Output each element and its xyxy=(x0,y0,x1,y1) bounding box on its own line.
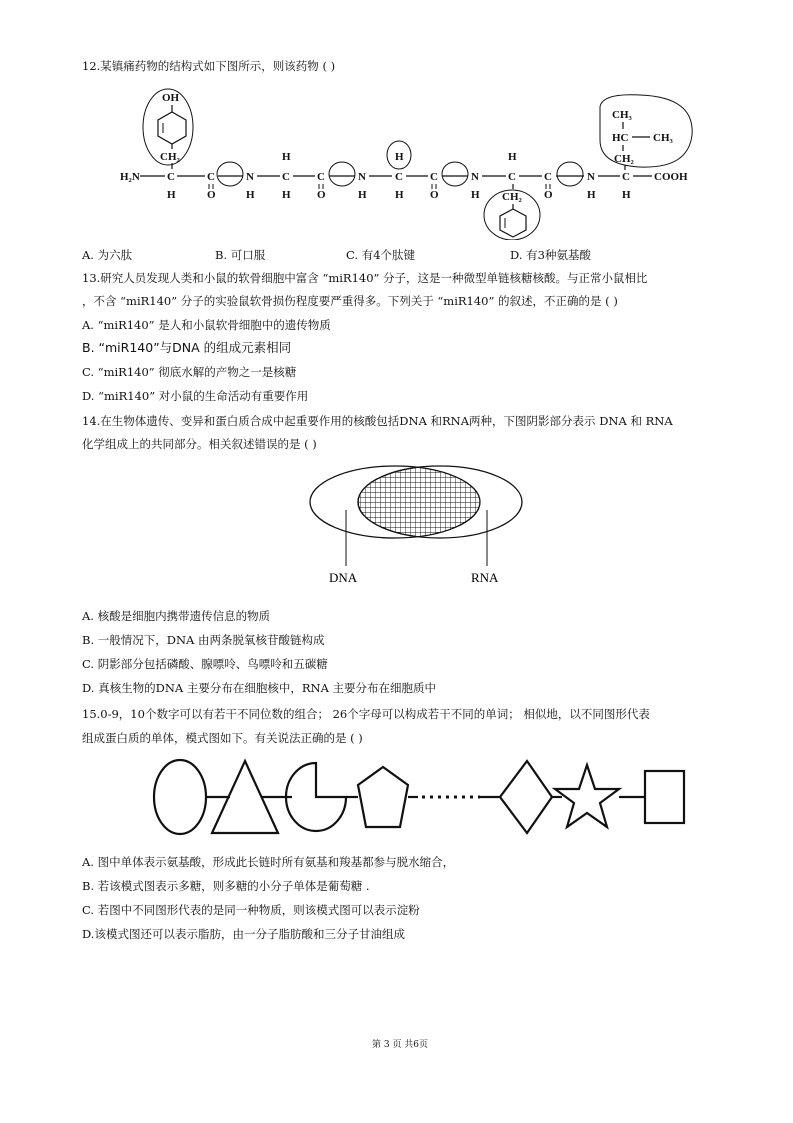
q14-option-c[interactable]: C. 阴影部分包括磷酸、腺嘌呤、鸟嘌呤和五碳糖 xyxy=(82,657,328,671)
chem-h-c3: H xyxy=(282,189,291,201)
chem-h-c9: H xyxy=(622,189,631,201)
chem-cooh: COOH xyxy=(654,171,688,183)
chem-ch3-side: CH₃ xyxy=(653,132,673,144)
q12-stem: 12.某镇痛药物的结构式如下图所示，则该药物 ( ) xyxy=(82,59,336,73)
q13-option-b[interactable]: B. “miR140”与DNA 的组成元素相同 xyxy=(82,340,292,355)
chem-o4: O xyxy=(544,189,553,201)
q15-stem-line1: 15.0-9，10个数字可以有若干不同位数的组合； 26个字母可以构成若干不同的单词； 相似地，以不同图形代表 xyxy=(82,707,650,721)
shape-pacman xyxy=(286,763,346,831)
q14-option-b[interactable]: B. 一般情况下，DNA 由两条脱氧核苷酸链构成 xyxy=(82,633,325,647)
chem-ch2-3: CH₂ xyxy=(614,153,634,165)
q14-venn-diagram xyxy=(300,462,530,592)
chem-h-n2: H xyxy=(358,189,367,201)
q13-option-d[interactable]: D. “miR140” 对小鼠的生命活动有重要作用 xyxy=(82,389,309,403)
q13-option-c[interactable]: C. “miR140” 彻底水解的产物之一是核糖 xyxy=(82,365,297,379)
q15-option-b[interactable]: B. 若该模式图表示多糖，则多糖的小分子单体是葡萄糖 . xyxy=(82,879,370,893)
chem-ch3-top: CH₃ xyxy=(612,109,632,121)
rna-label: RNA xyxy=(471,570,499,585)
shape-pentagon xyxy=(358,767,408,827)
shape-diamond xyxy=(500,761,552,833)
q14-stem-line1: 14.在生物体遗传、变异和蛋白质合成中起重要作用的核酸包括DNA 和RNA两种，下图阴影部分表示 DNA 和 RNA xyxy=(82,414,673,428)
chem-n4: N xyxy=(587,171,595,183)
q13-option-a[interactable]: A. “miR140” 是人和小鼠软骨细胞中的遗传物质 xyxy=(82,318,331,332)
chem-c3: C xyxy=(282,171,290,183)
chem-c6: C xyxy=(430,171,438,183)
chem-c2: C xyxy=(207,171,215,183)
chem-c9: C xyxy=(622,171,630,183)
chem-n3: N xyxy=(471,171,479,183)
chem-h-top4: H xyxy=(508,151,517,163)
q15-option-c[interactable]: C. 若图中不同图形代表的是同一种物质，则该模式图可以表示淀粉 xyxy=(82,903,420,917)
shape-circle xyxy=(154,760,206,834)
chem-ch2-1: CH₂ xyxy=(160,151,180,163)
chem-hc: HC xyxy=(612,132,629,144)
q14-option-d[interactable]: D. 真核生物的DNA 主要分布在细胞核中，RNA 主要分布在细胞质中 xyxy=(82,681,437,695)
dna-label: DNA xyxy=(329,570,358,585)
page-footer: 第 3 页 共6页 xyxy=(372,1040,429,1050)
chem-n1: N xyxy=(246,171,254,183)
chem-o1: O xyxy=(207,189,216,201)
chem-o3: O xyxy=(430,189,439,201)
chem-h2n: H₂N xyxy=(120,171,140,183)
q12-structure-diagram xyxy=(110,85,720,240)
chem-c5: C xyxy=(395,171,403,183)
chem-h-c5: H xyxy=(395,189,404,201)
chem-h-c1: H xyxy=(167,189,176,201)
q15-stem-line2: 组成蛋白质的单体，模式图如下。有关说法正确的是 ( ) xyxy=(82,731,363,745)
chem-h-n3: H xyxy=(471,189,480,201)
q13-stem-line2: ，不含 “miR140” 分子的实验鼠软骨损伤程度要严重得多。下列关于 “miR140” 的叙述，不正确的是 ( ) xyxy=(82,294,618,308)
chem-h-n4: H xyxy=(587,189,596,201)
q15-monomer-chain-diagram xyxy=(150,755,695,840)
shape-rectangle xyxy=(645,771,684,823)
chem-c1: C xyxy=(167,171,175,183)
q12-option-b[interactable]: B. 可口服 xyxy=(215,248,266,262)
q15-option-d[interactable]: D.该模式图还可以表示脂肪，由一分子脂肪酸和三分子甘油组成 xyxy=(82,927,405,941)
chem-h-n1: H xyxy=(246,189,255,201)
chem-oh: OH xyxy=(162,92,180,104)
q12-option-c[interactable]: C. 有4个肽键 xyxy=(346,248,416,262)
shape-star xyxy=(555,765,619,827)
chem-h-top2: H xyxy=(282,151,291,163)
chem-n2: N xyxy=(358,171,366,183)
q12-option-a[interactable]: A. 为六肽 xyxy=(82,248,133,262)
chem-c7: C xyxy=(508,171,516,183)
chem-c8: C xyxy=(544,171,552,183)
q14-option-a[interactable]: A. 核酸是细胞内携带遗传信息的物质 xyxy=(82,609,271,623)
chem-h-top3: H xyxy=(395,151,404,163)
chem-o2: O xyxy=(317,189,326,201)
q12-option-d[interactable]: D. 有3种氨基酸 xyxy=(510,248,591,262)
q14-stem-line2: 化学组成上的共同部分。相关叙述错误的是 ( ) xyxy=(82,437,317,451)
chem-ch2-2: CH₂ xyxy=(502,191,522,203)
q13-stem-line1: 13.研究人员发现人类和小鼠的软骨细胞中富含 “miR140” 分子，这是一种微型单链核糖核酸。与正常小鼠相比 xyxy=(82,271,648,285)
q15-option-a[interactable]: A. 图中单体表示氨基酸，形成此长链时所有氨基和羧基都参与脱水缩合， xyxy=(82,855,455,869)
chem-c4: C xyxy=(317,171,325,183)
